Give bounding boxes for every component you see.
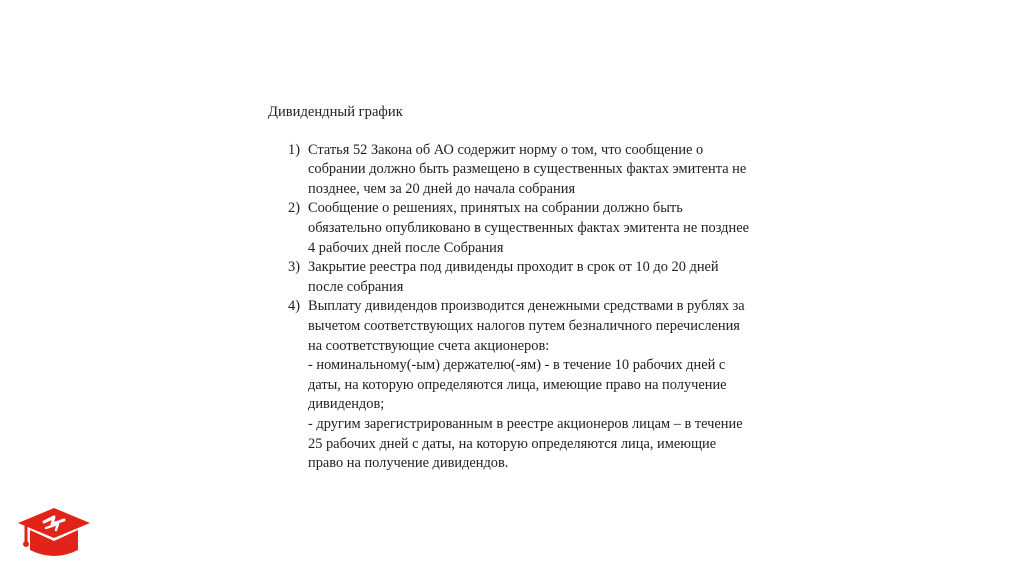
list-item-line: собрании должно быть размещено в существенных фактах эмитента не bbox=[308, 161, 747, 178]
list-item-line: позднее, чем за 20 дней до начала собрания bbox=[308, 180, 576, 197]
list-item-line: 25 рабочих дней с даты, на которую определяются лица, имеющие bbox=[308, 435, 717, 452]
list-item-line: дивидендов; bbox=[308, 396, 385, 413]
list-item bbox=[268, 141, 828, 200]
list-item-line: Выплату дивидендов производится денежными средствами в рублях за bbox=[308, 298, 745, 315]
list-item-line: право на получение дивидендов. bbox=[308, 455, 509, 472]
list-item-line: Сообщение о решениях, принятых на собрании должно быть bbox=[308, 200, 683, 217]
list-item-number: 1) bbox=[288, 141, 300, 158]
list-item-line: после собрания bbox=[308, 278, 404, 295]
list-item-line: - другим зарегистрированным в реестре акционеров лицам – в течение bbox=[308, 415, 743, 432]
document-body bbox=[268, 103, 828, 474]
list-item-line: на соответствующие счета акционеров: bbox=[308, 337, 550, 354]
graduation-cap-icon bbox=[16, 504, 92, 562]
list-item-line: Закрытие реестра под дивиденды проходит в срок от 10 до 20 дней bbox=[308, 259, 719, 276]
list-item-number: 2) bbox=[288, 200, 300, 217]
list-item-line: даты, на которую определяются лица, имеющие право на получение bbox=[308, 376, 727, 393]
document-title: Дивидендный график bbox=[268, 104, 403, 120]
list-item-line: 4 рабочих дней после Собрания bbox=[308, 239, 504, 256]
dividend-rules-list bbox=[268, 141, 828, 474]
list-item-number: 3) bbox=[288, 259, 300, 276]
list-item bbox=[268, 199, 828, 258]
list-item-line: обязательно опубликовано в существенных фактах эмитента не позднее bbox=[308, 219, 749, 236]
list-item-line: Статья 52 Закона об АО содержит норму о том, что сообщение о bbox=[308, 141, 704, 158]
list-item bbox=[268, 297, 828, 473]
list-item-line: вычетом соответствующих налогов путем безналичного перечисления bbox=[308, 317, 740, 334]
list-item-line: - номинальному(-ым) держателю(-ям) - в течение 10 рабочих дней с bbox=[308, 357, 726, 374]
list-item-number: 4) bbox=[288, 298, 300, 315]
list-item bbox=[268, 258, 828, 297]
